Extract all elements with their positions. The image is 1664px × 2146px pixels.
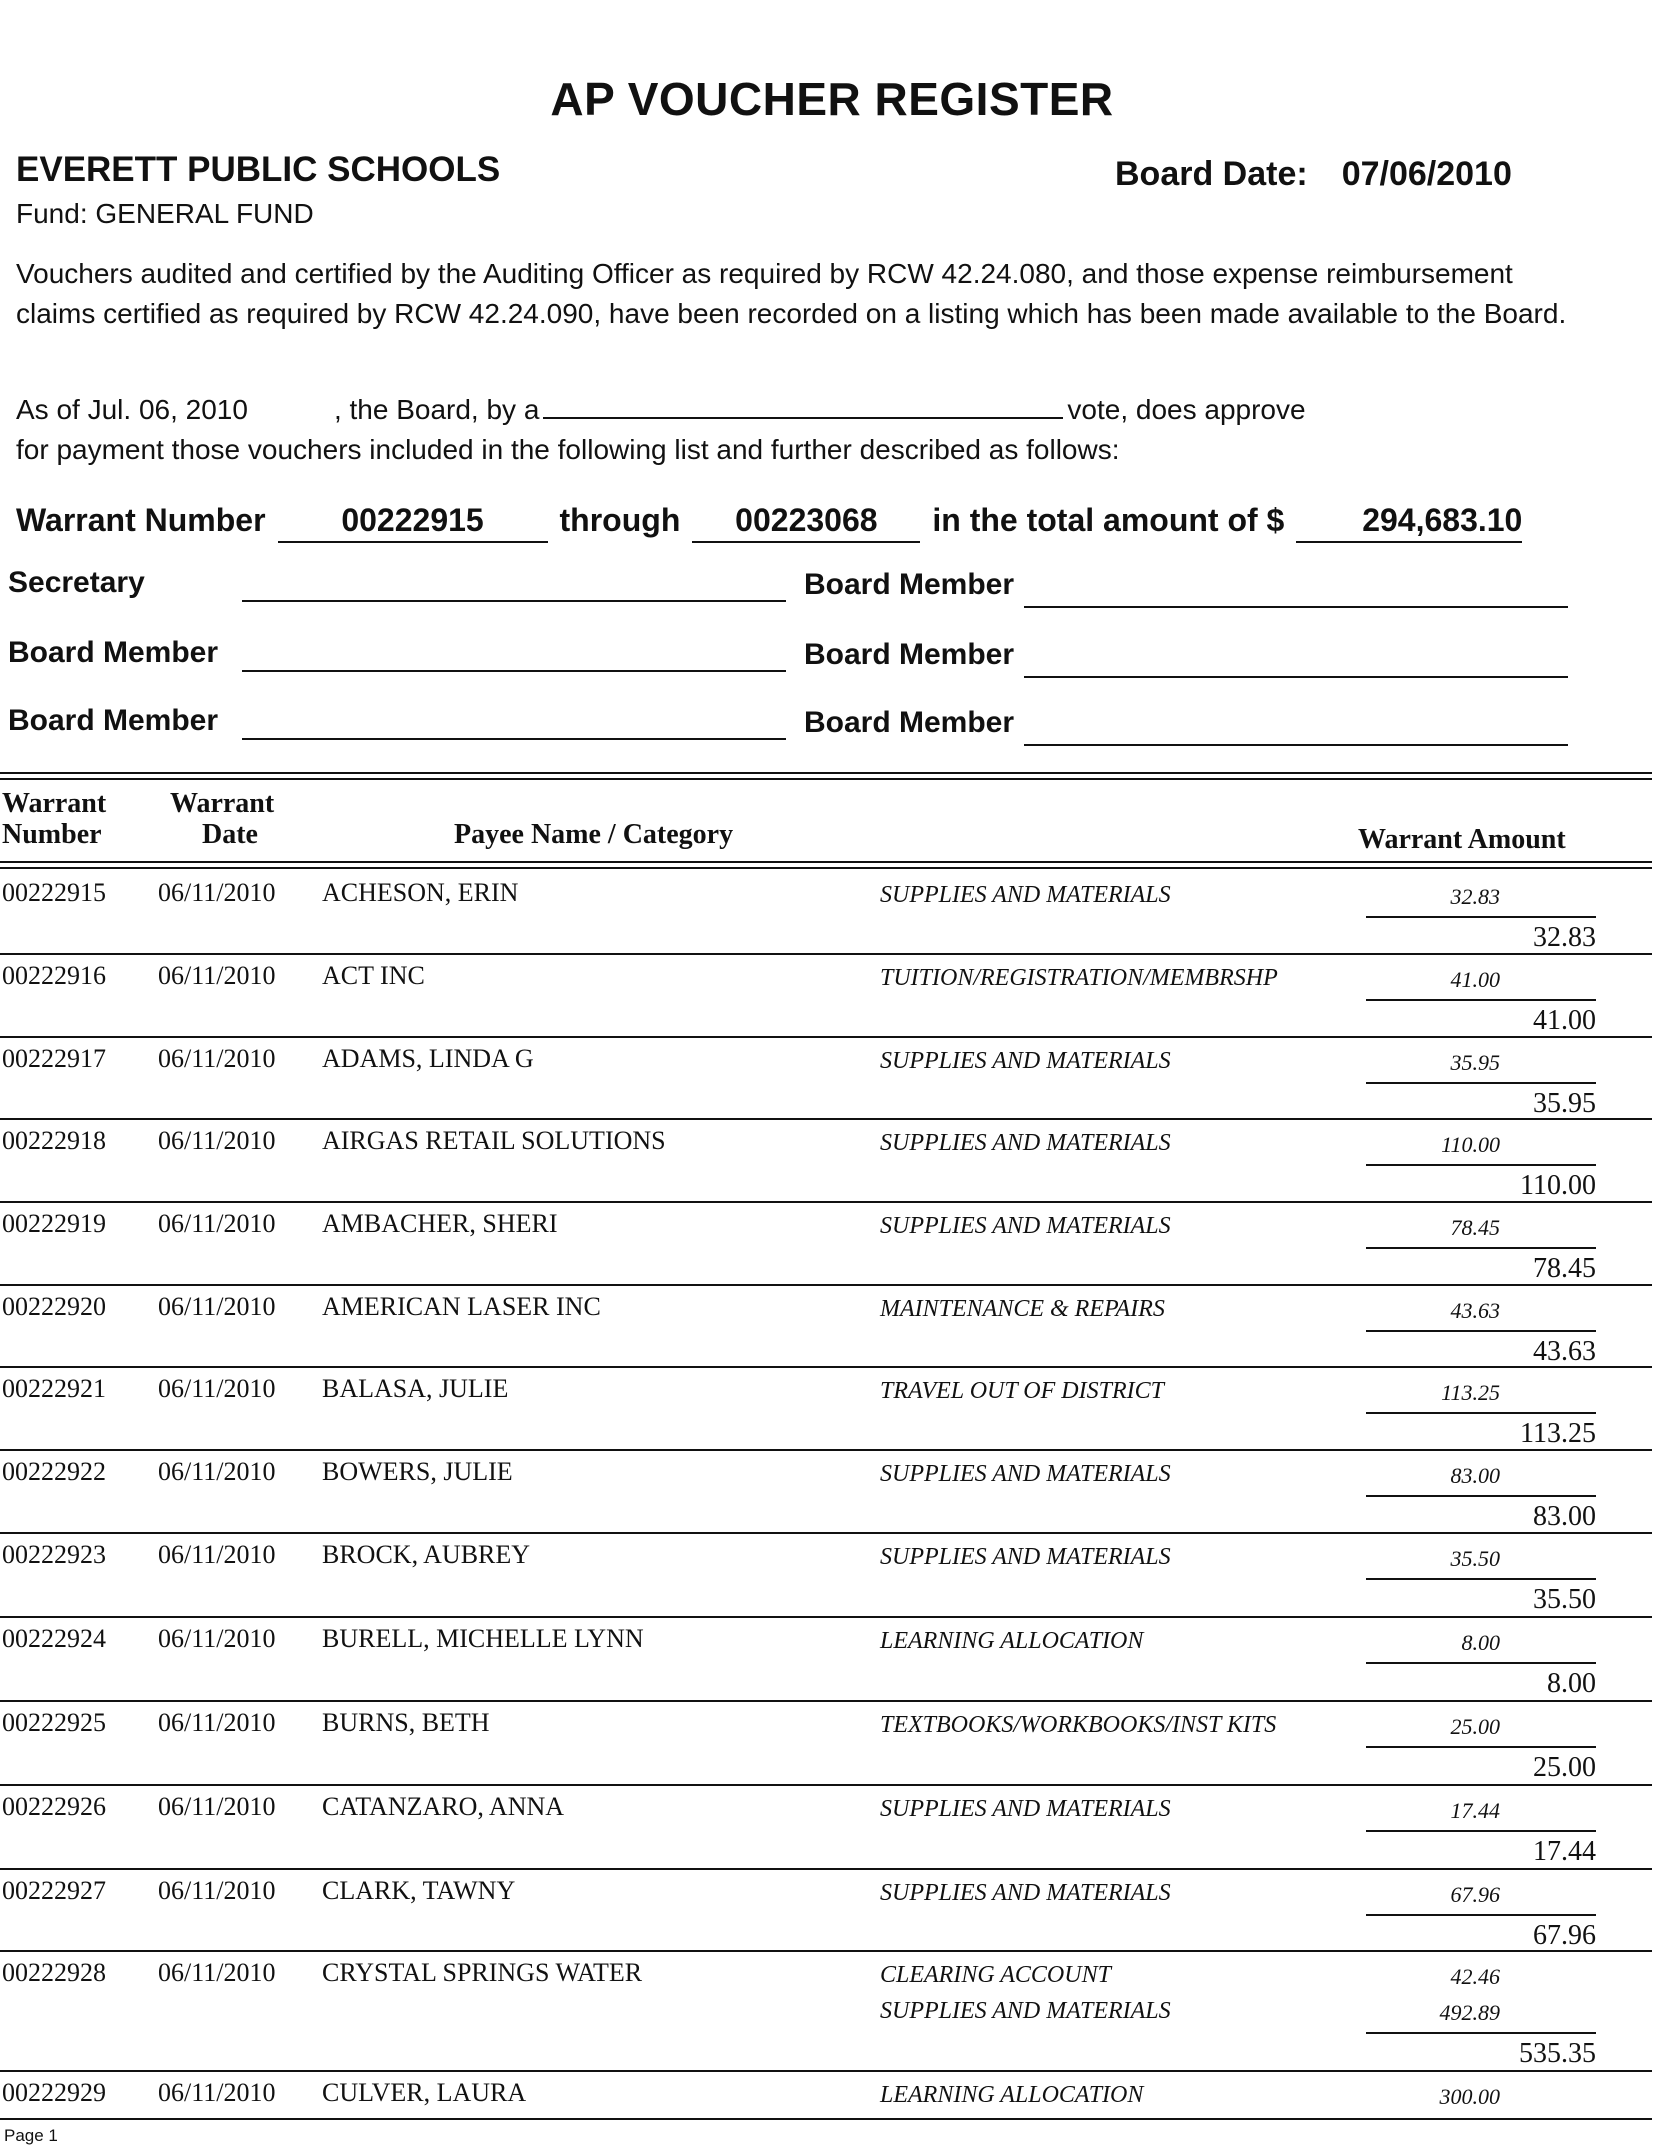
board-member-label-3: Board Member xyxy=(804,638,1015,671)
warrant-total: 41.00 xyxy=(1533,1005,1596,1036)
payee-name: BURNS, BETH xyxy=(322,1708,490,1737)
warrant-number: 00222925 xyxy=(2,1708,106,1737)
warrant-number: 00222920 xyxy=(2,1292,106,1321)
line-amount: 8.00 xyxy=(1461,1630,1500,1655)
expense-category: LEARNING ALLOCATION xyxy=(880,2082,1144,2108)
asof-prefix: As of xyxy=(16,394,80,425)
payee-name: CLARK, TAWNY xyxy=(322,1876,516,1905)
subtotal-rule xyxy=(1366,999,1596,1001)
col-header-amount: Warrant Amount xyxy=(1358,824,1566,855)
board-member-signature-line-1 xyxy=(1024,606,1568,608)
expense-category: SUPPLIES AND MATERIALS xyxy=(880,1544,1171,1570)
line-amount: 110.00 xyxy=(1441,1132,1500,1157)
header-rule-top-1 xyxy=(0,772,1652,774)
row-divider xyxy=(0,2070,1652,2072)
row-divider xyxy=(0,1118,1652,1120)
subtotal-rule xyxy=(1366,1578,1596,1580)
col-header-payee: Payee Name / Category xyxy=(454,819,734,850)
warrant-number: 00222927 xyxy=(2,1876,106,1905)
subtotal-rule xyxy=(1366,1662,1596,1664)
page-title: AP VOUCHER REGISTER xyxy=(550,73,1114,125)
line-amount: 32.83 xyxy=(1450,884,1500,909)
total-label: in the total amount of $ xyxy=(932,502,1285,538)
expense-category: TUITION/REGISTRATION/MEMBRSHP xyxy=(880,965,1278,991)
expense-category: SUPPLIES AND MATERIALS xyxy=(880,882,1171,908)
subtotal-rule xyxy=(1366,1746,1596,1748)
approval-statement xyxy=(16,390,1596,470)
warrant-date: 06/11/2010 xyxy=(158,1792,276,1821)
warrant-number: 00222926 xyxy=(2,1792,106,1821)
warrant-total: 110.00 xyxy=(1520,1170,1596,1201)
row-divider xyxy=(0,1036,1652,1038)
row-divider xyxy=(0,1784,1652,1786)
page-number: Page 1 xyxy=(4,2126,58,2145)
line-amount: 78.45 xyxy=(1450,1215,1500,1240)
subtotal-rule xyxy=(1366,1495,1596,1497)
subtotal-rule xyxy=(1366,1830,1596,1832)
secretary-label: Secretary xyxy=(8,566,145,599)
warrant-date: 06/11/2010 xyxy=(158,2078,276,2107)
line-amount: 41.00 xyxy=(1450,967,1500,992)
payee-name: CATANZARO, ANNA xyxy=(322,1792,565,1821)
warrant-date: 06/11/2010 xyxy=(158,1876,276,1905)
warrant-date: 06/11/2010 xyxy=(158,1540,276,1569)
warrant-total: 35.50 xyxy=(1533,1584,1596,1615)
payee-name: BALASA, JULIE xyxy=(322,1374,509,1403)
fund-name: Fund: GENERAL FUND xyxy=(16,198,314,229)
row-divider xyxy=(0,1284,1652,1286)
line-amount: 42.46 xyxy=(1450,1964,1500,1989)
payee-name: CRYSTAL SPRINGS WATER xyxy=(322,1958,643,1987)
asof-middle: , the Board, by a xyxy=(333,394,540,425)
line-amount: 25.00 xyxy=(1450,1714,1500,1739)
board-member-signature-line-2 xyxy=(242,670,786,672)
warrant-date: 06/11/2010 xyxy=(158,1292,276,1321)
board-member-signature-line-4 xyxy=(242,738,786,740)
warrant-total: 8.00 xyxy=(1547,1668,1596,1699)
warrant-number: 00222921 xyxy=(2,1374,106,1403)
subtotal-rule xyxy=(1366,1412,1596,1414)
col-header-warrant-number: Warrant Number xyxy=(2,788,107,850)
payee-name: AMBACHER, SHERI xyxy=(322,1209,558,1238)
line-amount: 492.89 xyxy=(1439,2000,1500,2025)
asof-suffix: vote, does approve xyxy=(1067,394,1306,425)
header-rule-bottom-2 xyxy=(0,867,1652,869)
payee-name: ACT INC xyxy=(322,961,425,990)
board-member-label-4: Board Member xyxy=(8,704,219,737)
certification-paragraph: Vouchers audited and certified by the Auditing Officer as required by RCW 42.24.080, and those expense reimbursement claims certified as required by RCW 42.24.090, have been recorded on a listing which has been made available to the Board. xyxy=(16,258,1567,329)
warrant-date: 06/11/2010 xyxy=(158,961,276,990)
warrant-date: 06/11/2010 xyxy=(158,1044,276,1073)
row-divider xyxy=(0,953,1652,955)
board-member-label-1: Board Member xyxy=(804,568,1015,601)
row-divider xyxy=(0,1201,1652,1203)
page-bottom-rule xyxy=(0,2118,1652,2120)
board-date xyxy=(1115,155,1512,194)
payee-name: BURELL, MICHELLE LYNN xyxy=(322,1624,644,1653)
board-member-label-5: Board Member xyxy=(804,706,1015,739)
board-member-signature-line-5 xyxy=(1024,744,1568,746)
through-label: through xyxy=(559,502,681,538)
row-divider xyxy=(0,1950,1652,1952)
warrant-total: 83.00 xyxy=(1533,1501,1596,1532)
row-divider xyxy=(0,1449,1652,1451)
expense-category: SUPPLIES AND MATERIALS xyxy=(880,1461,1171,1487)
expense-category: MAINTENANCE & REPAIRS xyxy=(880,1296,1165,1322)
expense-category: SUPPLIES AND MATERIALS xyxy=(880,1880,1171,1906)
expense-category: SUPPLIES AND MATERIALS xyxy=(880,1048,1171,1074)
subtotal-rule xyxy=(1366,1247,1596,1249)
expense-category: SUPPLIES AND MATERIALS xyxy=(880,1130,1171,1156)
expense-category: CLEARING ACCOUNT xyxy=(880,1962,1111,1988)
warrant-date: 06/11/2010 xyxy=(158,1126,276,1155)
payee-name: AIRGAS RETAIL SOLUTIONS xyxy=(322,1126,666,1155)
board-date-value: 07/06/2010 xyxy=(1341,155,1512,193)
warrant-number: 00222915 xyxy=(2,878,106,907)
row-divider xyxy=(0,1700,1652,1702)
line-amount: 83.00 xyxy=(1450,1463,1500,1488)
col-header-warrant-date: Warrant Date xyxy=(170,788,275,850)
header-rule-bottom-1 xyxy=(0,861,1652,863)
line-amount: 43.63 xyxy=(1450,1298,1500,1323)
payee-name: BROCK, AUBREY xyxy=(322,1540,531,1569)
warrant-total: 17.44 xyxy=(1533,1836,1596,1867)
warrant-number: 00222917 xyxy=(2,1044,106,1073)
warrant-date: 06/11/2010 xyxy=(158,1457,276,1486)
warrant-number: 00222916 xyxy=(2,961,106,990)
line-amount: 67.96 xyxy=(1450,1882,1500,1907)
row-divider xyxy=(0,1532,1652,1534)
warrant-range xyxy=(16,502,1616,543)
expense-category: TEXTBOOKS/WORKBOOKS/INST KITS xyxy=(880,1712,1277,1738)
warrant-date: 06/11/2010 xyxy=(158,878,276,907)
warrant-number: 00222923 xyxy=(2,1540,106,1569)
subtotal-rule xyxy=(1366,1164,1596,1166)
payee-name: ACHESON, ERIN xyxy=(322,878,519,907)
expense-category: SUPPLIES AND MATERIALS xyxy=(880,1213,1171,1239)
secretary-signature-line xyxy=(242,600,786,602)
header-rule-top-2 xyxy=(0,778,1652,780)
subtotal-rule xyxy=(1366,2032,1596,2034)
expense-category: TRAVEL OUT OF DISTRICT xyxy=(880,1378,1164,1404)
warrant-total: 43.63 xyxy=(1533,1336,1596,1367)
subtotal-rule xyxy=(1366,1330,1596,1332)
warrant-date: 06/11/2010 xyxy=(158,1708,276,1737)
row-divider xyxy=(0,1616,1652,1618)
asof-date: Jul. 06, 2010 xyxy=(87,394,248,425)
row-divider xyxy=(0,1366,1652,1368)
warrant-number: 00222922 xyxy=(2,1457,106,1486)
line-amount: 35.95 xyxy=(1450,1050,1500,1075)
warrant-total: 35.95 xyxy=(1533,1088,1596,1119)
warrant-number: 00222919 xyxy=(2,1209,106,1238)
expense-category: SUPPLIES AND MATERIALS xyxy=(880,1998,1171,2024)
line-amount: 35.50 xyxy=(1450,1546,1500,1571)
line-amount: 113.25 xyxy=(1441,1380,1500,1405)
warrant-date: 06/11/2010 xyxy=(158,1374,276,1403)
subtotal-rule xyxy=(1366,1082,1596,1084)
warrant-total: 113.25 xyxy=(1520,1418,1596,1449)
warrant-total: 535.35 xyxy=(1519,2038,1596,2069)
asof-line2: for payment those vouchers included in the following list and further described as follows: xyxy=(16,434,1120,465)
expense-category: SUPPLIES AND MATERIALS xyxy=(880,1796,1171,1822)
payee-name: AMERICAN LASER INC xyxy=(322,1292,601,1321)
warrant-date: 06/11/2010 xyxy=(158,1209,276,1238)
subtotal-rule xyxy=(1366,1914,1596,1916)
expense-category: LEARNING ALLOCATION xyxy=(880,1628,1144,1654)
warrant-number: 00222918 xyxy=(2,1126,106,1155)
board-date-label: Board Date: xyxy=(1115,155,1308,193)
payee-name: CULVER, LAURA xyxy=(322,2078,527,2107)
vote-blank-line xyxy=(543,391,1063,419)
warrant-date: 06/11/2010 xyxy=(158,1624,276,1653)
payee-name: ADAMS, LINDA G xyxy=(322,1044,534,1073)
total-amount: 294,683.10 xyxy=(1296,502,1522,543)
warrant-total: 78.45 xyxy=(1533,1253,1596,1284)
warrant-number: 00222928 xyxy=(2,1958,106,1987)
warrant-label: Warrant Number xyxy=(16,502,266,538)
warrant-date: 06/11/2010 xyxy=(158,1958,276,1987)
warrant-total: 32.83 xyxy=(1533,922,1596,953)
warrant-total: 67.96 xyxy=(1533,1920,1596,1951)
warrant-total: 25.00 xyxy=(1533,1752,1596,1783)
district-name: EVERETT PUBLIC SCHOOLS xyxy=(16,150,501,189)
line-amount: 300.00 xyxy=(1439,2084,1500,2109)
subtotal-rule xyxy=(1366,916,1596,918)
warrant-number: 00222929 xyxy=(2,2078,106,2107)
row-divider xyxy=(0,1868,1652,1870)
warrant-number: 00222924 xyxy=(2,1624,106,1653)
payee-name: BOWERS, JULIE xyxy=(322,1457,513,1486)
warrant-to: 00223068 xyxy=(692,502,920,543)
board-member-label-2: Board Member xyxy=(8,636,219,669)
line-amount: 17.44 xyxy=(1450,1798,1500,1823)
board-member-signature-line-3 xyxy=(1024,676,1568,678)
warrant-from: 00222915 xyxy=(278,502,548,543)
